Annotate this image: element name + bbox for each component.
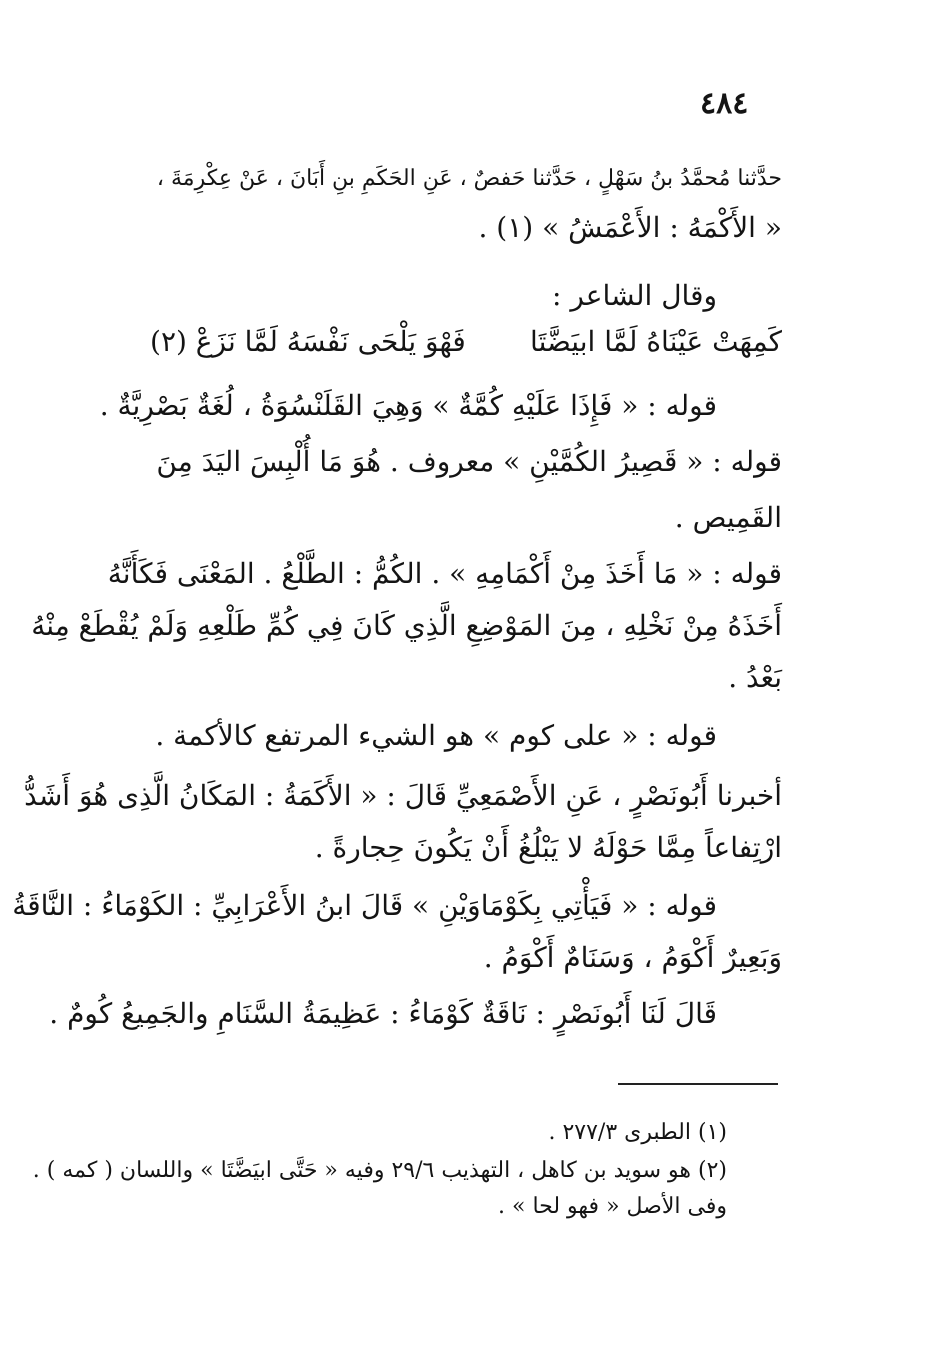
page-number: ٤٨٤ [700, 86, 749, 121]
poetry-verse [150, 325, 782, 360]
text-line-5: قوله : « فَإِذَا عَلَيْهِ كُمَّةٌ » وَهِيَ القَلَنْسُوَةُ ، لُغَةٌ بَصْرِيَّةٌ . [99, 389, 717, 422]
text-line-1: حدَّثنا مُحمَّدُ بنُ سَهْلٍ ، حَدَّثنا حَفصٌ ، عَنِ الحَكَمِ بنِ أَبَانَ ، عَنْ عِكْرِمَةَ ، [156, 166, 782, 191]
verse-first-hemistich: كَمِهَتْ عَيْنَاهُ لَمَّا ابيَضَّتَا [530, 325, 782, 358]
text-line-8: قوله : « مَا أَخَذَ مِنْ أَكْمَامِهِ » . الكُمُّ : الطَّلْعُ . المَعْنَى فَكَأَنَّهُ [107, 557, 782, 590]
text-line-14: قوله : « فَيَأْتِي بِكَوْمَاوَيْنِ » قَالَ ابنُ الأَعْرَابِيِّ : الكَوْمَاءُ : النَّاقَةُ [12, 889, 717, 922]
text-line-15: وَبَعِيرٌ أَكْوَمُ ، وَسَنَامٌ أَكْوَمُ . [483, 941, 782, 974]
footnote-2: (٢) هو سويد بن كاهل ، التهذيب ٢٩/٦ وفيه « حَتَّى ابيَضَّتَا » واللسان ( كمه ) . [32, 1158, 727, 1183]
text-line-9: أَخَذَهُ مِنْ نَخْلِهِ ، مِنَ المَوْضِعِ الَّذِي كَانَ فِي كُمِّ طَلْعِهِ وَلَمْ يُقْطَعْ مِنْهُ [31, 609, 782, 642]
text-line-3: وقال الشاعر : [552, 279, 717, 312]
text-line-16: قَالَ لَنَا أَبُونَصْرٍ : نَاقَةٌ كَوْمَاءُ : عَظِيمَةُ السَّنَامِ والجَمِيعُ كُومٌ . [49, 997, 717, 1030]
text-line-11: قوله : « على كوم » هو الشيء المرتفع كالأكمة . [155, 719, 717, 752]
footnote-1: (١) الطبرى ٢٧٧/٣ . [548, 1120, 727, 1145]
text-line-6: قوله : « قَصِيرُ الكُمَّيْنِ » معروف . هُوَ مَا أُلْبِسَ اليَدَ مِنَ [156, 445, 782, 478]
footnote-divider [618, 1083, 778, 1085]
text-line-13: ارْتِفاعاً مِمَّا حَوْلَهُ لا يَبْلُغُ أَنْ يَكُونَ حِجارةً . [314, 831, 782, 864]
footnote-2-continued: وفى الأصل « فهو لحا » . [498, 1194, 727, 1219]
text-line-12: أخبرنا أَبُونَصْرٍ ، عَنِ الأَصْمَعِيِّ قَالَ : « الأَكَمَةُ : المَكَانُ الَّذِى هُوَ أَشَدُّ [24, 779, 782, 812]
verse-second-hemistich: فَهْوَ يَلْحَى نَفْسَهُ لَمَّا نَزَعْ (٢) [150, 325, 466, 358]
text-line-7: القَمِيص . [674, 501, 782, 534]
text-line-10: بَعْدُ . [728, 661, 782, 694]
text-line-2: « الأَكْمَهُ : الأَعْمَشُ » (١) . [478, 211, 782, 244]
